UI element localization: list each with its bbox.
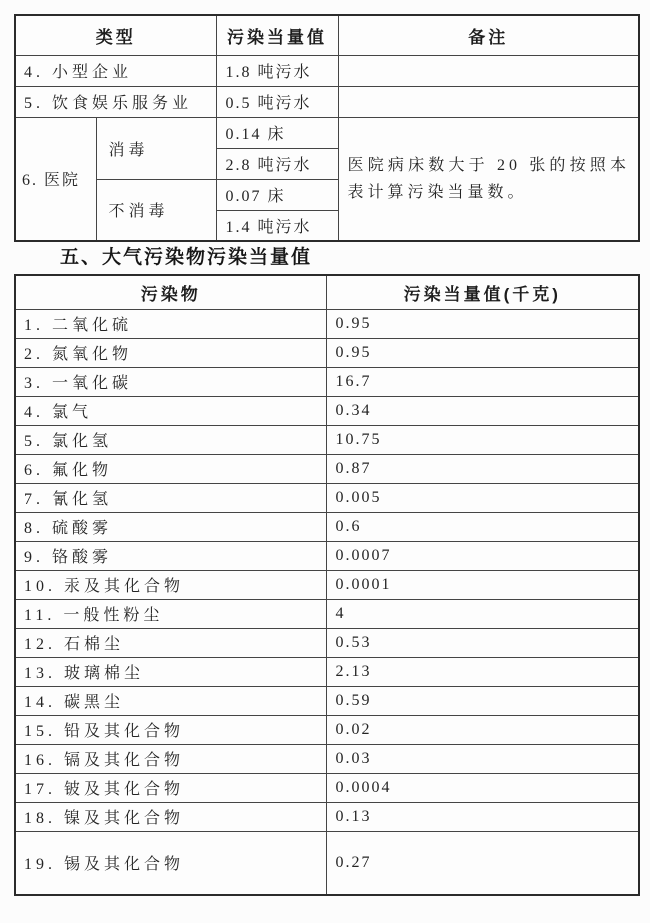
pollutant-cell: 12. 石棉尘: [15, 628, 326, 657]
pollutant-cell: 5. 氯化氢: [15, 425, 326, 454]
pollutant-cell: 13. 玻璃棉尘: [15, 657, 326, 686]
table-row: [15, 773, 639, 802]
pollutant-cell: 17. 铍及其化合物: [15, 773, 326, 802]
table-row: [15, 628, 639, 657]
pollutant-cell: 3. 一氧化碳: [15, 367, 326, 396]
value-cell: 0.0007: [326, 541, 639, 570]
table-row: [15, 309, 639, 338]
table-row: [15, 599, 639, 628]
value-cell: 0.5 吨污水: [216, 86, 338, 117]
section-title: 五、大气污染物污染当量值: [60, 247, 313, 268]
value-cell: 0.02: [326, 715, 639, 744]
value-cell: 0.0001: [326, 570, 639, 599]
value-cell: 4: [326, 599, 639, 628]
water-pollution-table: [14, 14, 640, 242]
value-cell: 0.95: [326, 338, 639, 367]
value-cell: 0.53: [326, 628, 639, 657]
pollutant-cell: 1. 二氧化硫: [15, 309, 326, 338]
value-cell: 0.005: [326, 483, 639, 512]
column-header-remark: 备注: [338, 15, 639, 55]
table-row: [15, 483, 639, 512]
table-row: [15, 686, 639, 715]
value-cell: 0.0004: [326, 773, 639, 802]
column-header-pollutant: 污染物: [15, 275, 326, 309]
value-cell: 1.8 吨污水: [216, 55, 338, 86]
value-cell: 0.03: [326, 744, 639, 773]
column-header-equivalent: 污染当量值(千克): [326, 275, 639, 309]
table-row: [15, 802, 639, 831]
pollutant-cell: 14. 碳黑尘: [15, 686, 326, 715]
column-header-equivalent: 污染当量值: [216, 15, 338, 55]
remark-cell: [338, 55, 639, 86]
table-row: [15, 396, 639, 425]
pollutant-cell: 9. 铬酸雾: [15, 541, 326, 570]
remark-cell: [338, 86, 639, 117]
table-row: [15, 570, 639, 599]
pollutant-cell: 15. 铅及其化合物: [15, 715, 326, 744]
table-row: [15, 831, 639, 895]
table-header-row: [15, 275, 639, 309]
type-cell: 5. 饮食娱乐服务业: [15, 86, 216, 117]
table-row: [15, 541, 639, 570]
value-cell: 1.4 吨污水: [216, 210, 338, 241]
pollutant-cell: 4. 氯气: [15, 396, 326, 425]
value-cell: 0.59: [326, 686, 639, 715]
table-row: [15, 86, 639, 117]
table-row: [15, 715, 639, 744]
value-cell: 0.27: [326, 831, 639, 895]
value-cell: 0.07 床: [216, 179, 338, 210]
pollutant-cell: 7. 氰化氢: [15, 483, 326, 512]
pollutant-cell: 2. 氮氧化物: [15, 338, 326, 367]
column-header-type: 类型: [15, 15, 216, 55]
value-cell: 0.34: [326, 396, 639, 425]
table-row: [15, 55, 639, 86]
no-disinfect-cell: 不消毒: [96, 179, 216, 241]
value-cell: 0.13: [326, 802, 639, 831]
hospital-remark-cell: 医院病床数大于 20 张的按照本表计算污染当量数。: [338, 117, 639, 241]
value-cell: 16.7: [326, 367, 639, 396]
value-cell: 0.95: [326, 309, 639, 338]
table-row: [15, 425, 639, 454]
table-row: [15, 454, 639, 483]
pollutant-cell: 19. 锡及其化合物: [15, 831, 326, 895]
pollutant-cell: 16. 镉及其化合物: [15, 744, 326, 773]
table-row: [15, 367, 639, 396]
value-cell: 0.87: [326, 454, 639, 483]
disinfect-cell: 消毒: [96, 117, 216, 179]
value-cell: 2.13: [326, 657, 639, 686]
table-row: [15, 338, 639, 367]
table-header-row: [15, 15, 639, 55]
pollutant-cell: 18. 镍及其化合物: [15, 802, 326, 831]
value-cell: 10.75: [326, 425, 639, 454]
hospital-type-cell: 6. 医院: [15, 117, 96, 241]
pollutant-cell: 10. 汞及其化合物: [15, 570, 326, 599]
table-row: [15, 512, 639, 541]
table-row: [15, 657, 639, 686]
type-cell: 4. 小型企业: [15, 55, 216, 86]
table-row: [15, 744, 639, 773]
air-pollution-table: [14, 274, 640, 896]
value-cell: 0.6: [326, 512, 639, 541]
pollutant-cell: 8. 硫酸雾: [15, 512, 326, 541]
value-cell: 2.8 吨污水: [216, 148, 338, 179]
table-row-hospital: [15, 117, 639, 148]
pollutant-cell: 6. 氟化物: [15, 454, 326, 483]
value-cell: 0.14 床: [216, 117, 338, 148]
pollutant-cell: 11. 一般性粉尘: [15, 599, 326, 628]
